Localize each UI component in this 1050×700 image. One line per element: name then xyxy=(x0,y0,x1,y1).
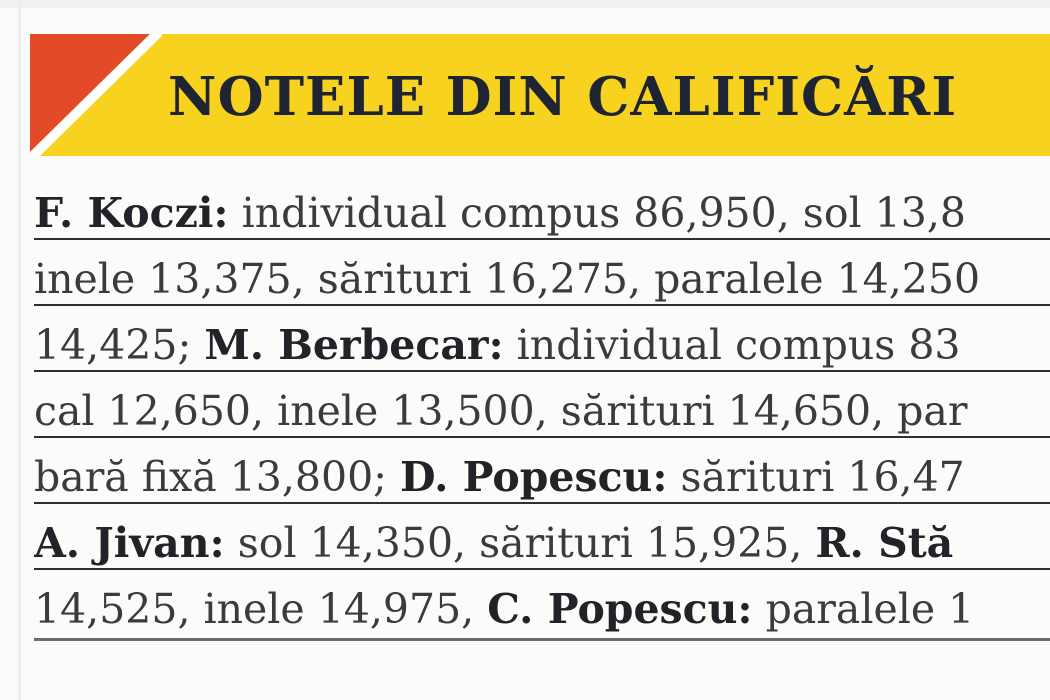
athlete-name: C. Popescu: xyxy=(487,585,753,633)
athlete-name: F. Koczi: xyxy=(34,189,229,237)
text-line xyxy=(34,578,1050,644)
score-text: individual compus 83 xyxy=(516,321,961,369)
score-text: paralele 1 xyxy=(765,585,975,633)
text-line xyxy=(34,380,1050,446)
athlete-name: D. Popescu: xyxy=(400,453,668,501)
text-line xyxy=(34,512,1050,578)
top-edge xyxy=(0,0,1050,8)
athlete-name: R. Stă xyxy=(815,519,954,567)
left-margin-rule xyxy=(18,0,21,700)
score-prefix: 14,425; xyxy=(34,321,192,369)
text-line xyxy=(34,314,1050,380)
athlete-name: A. Jivan: xyxy=(34,519,225,567)
score-text: sărituri 16,47 xyxy=(680,453,965,501)
score-text: individual compus 86,950, sol 13,8 xyxy=(241,189,966,237)
score-prefix: bară fixă 13,800; xyxy=(34,453,387,501)
athlete-name: M. Berbecar: xyxy=(204,321,504,369)
text-line xyxy=(34,248,1050,314)
qualification-scores-text xyxy=(34,182,1050,644)
score-text: sol 14,350, sărituri 15,925, xyxy=(237,519,803,567)
score-text: inele 13,375, sărituri 16,275, paralele 14,250 xyxy=(34,255,981,303)
score-text: cal 12,650, inele 13,500, sărituri 14,650, par xyxy=(34,387,968,435)
text-line xyxy=(34,182,1050,248)
section-title: NOTELE DIN CALIFICĂRI xyxy=(168,66,958,128)
score-prefix: 14,525, inele 14,975, xyxy=(34,585,475,633)
text-line xyxy=(34,446,1050,512)
banner-corner-accent xyxy=(30,34,162,156)
